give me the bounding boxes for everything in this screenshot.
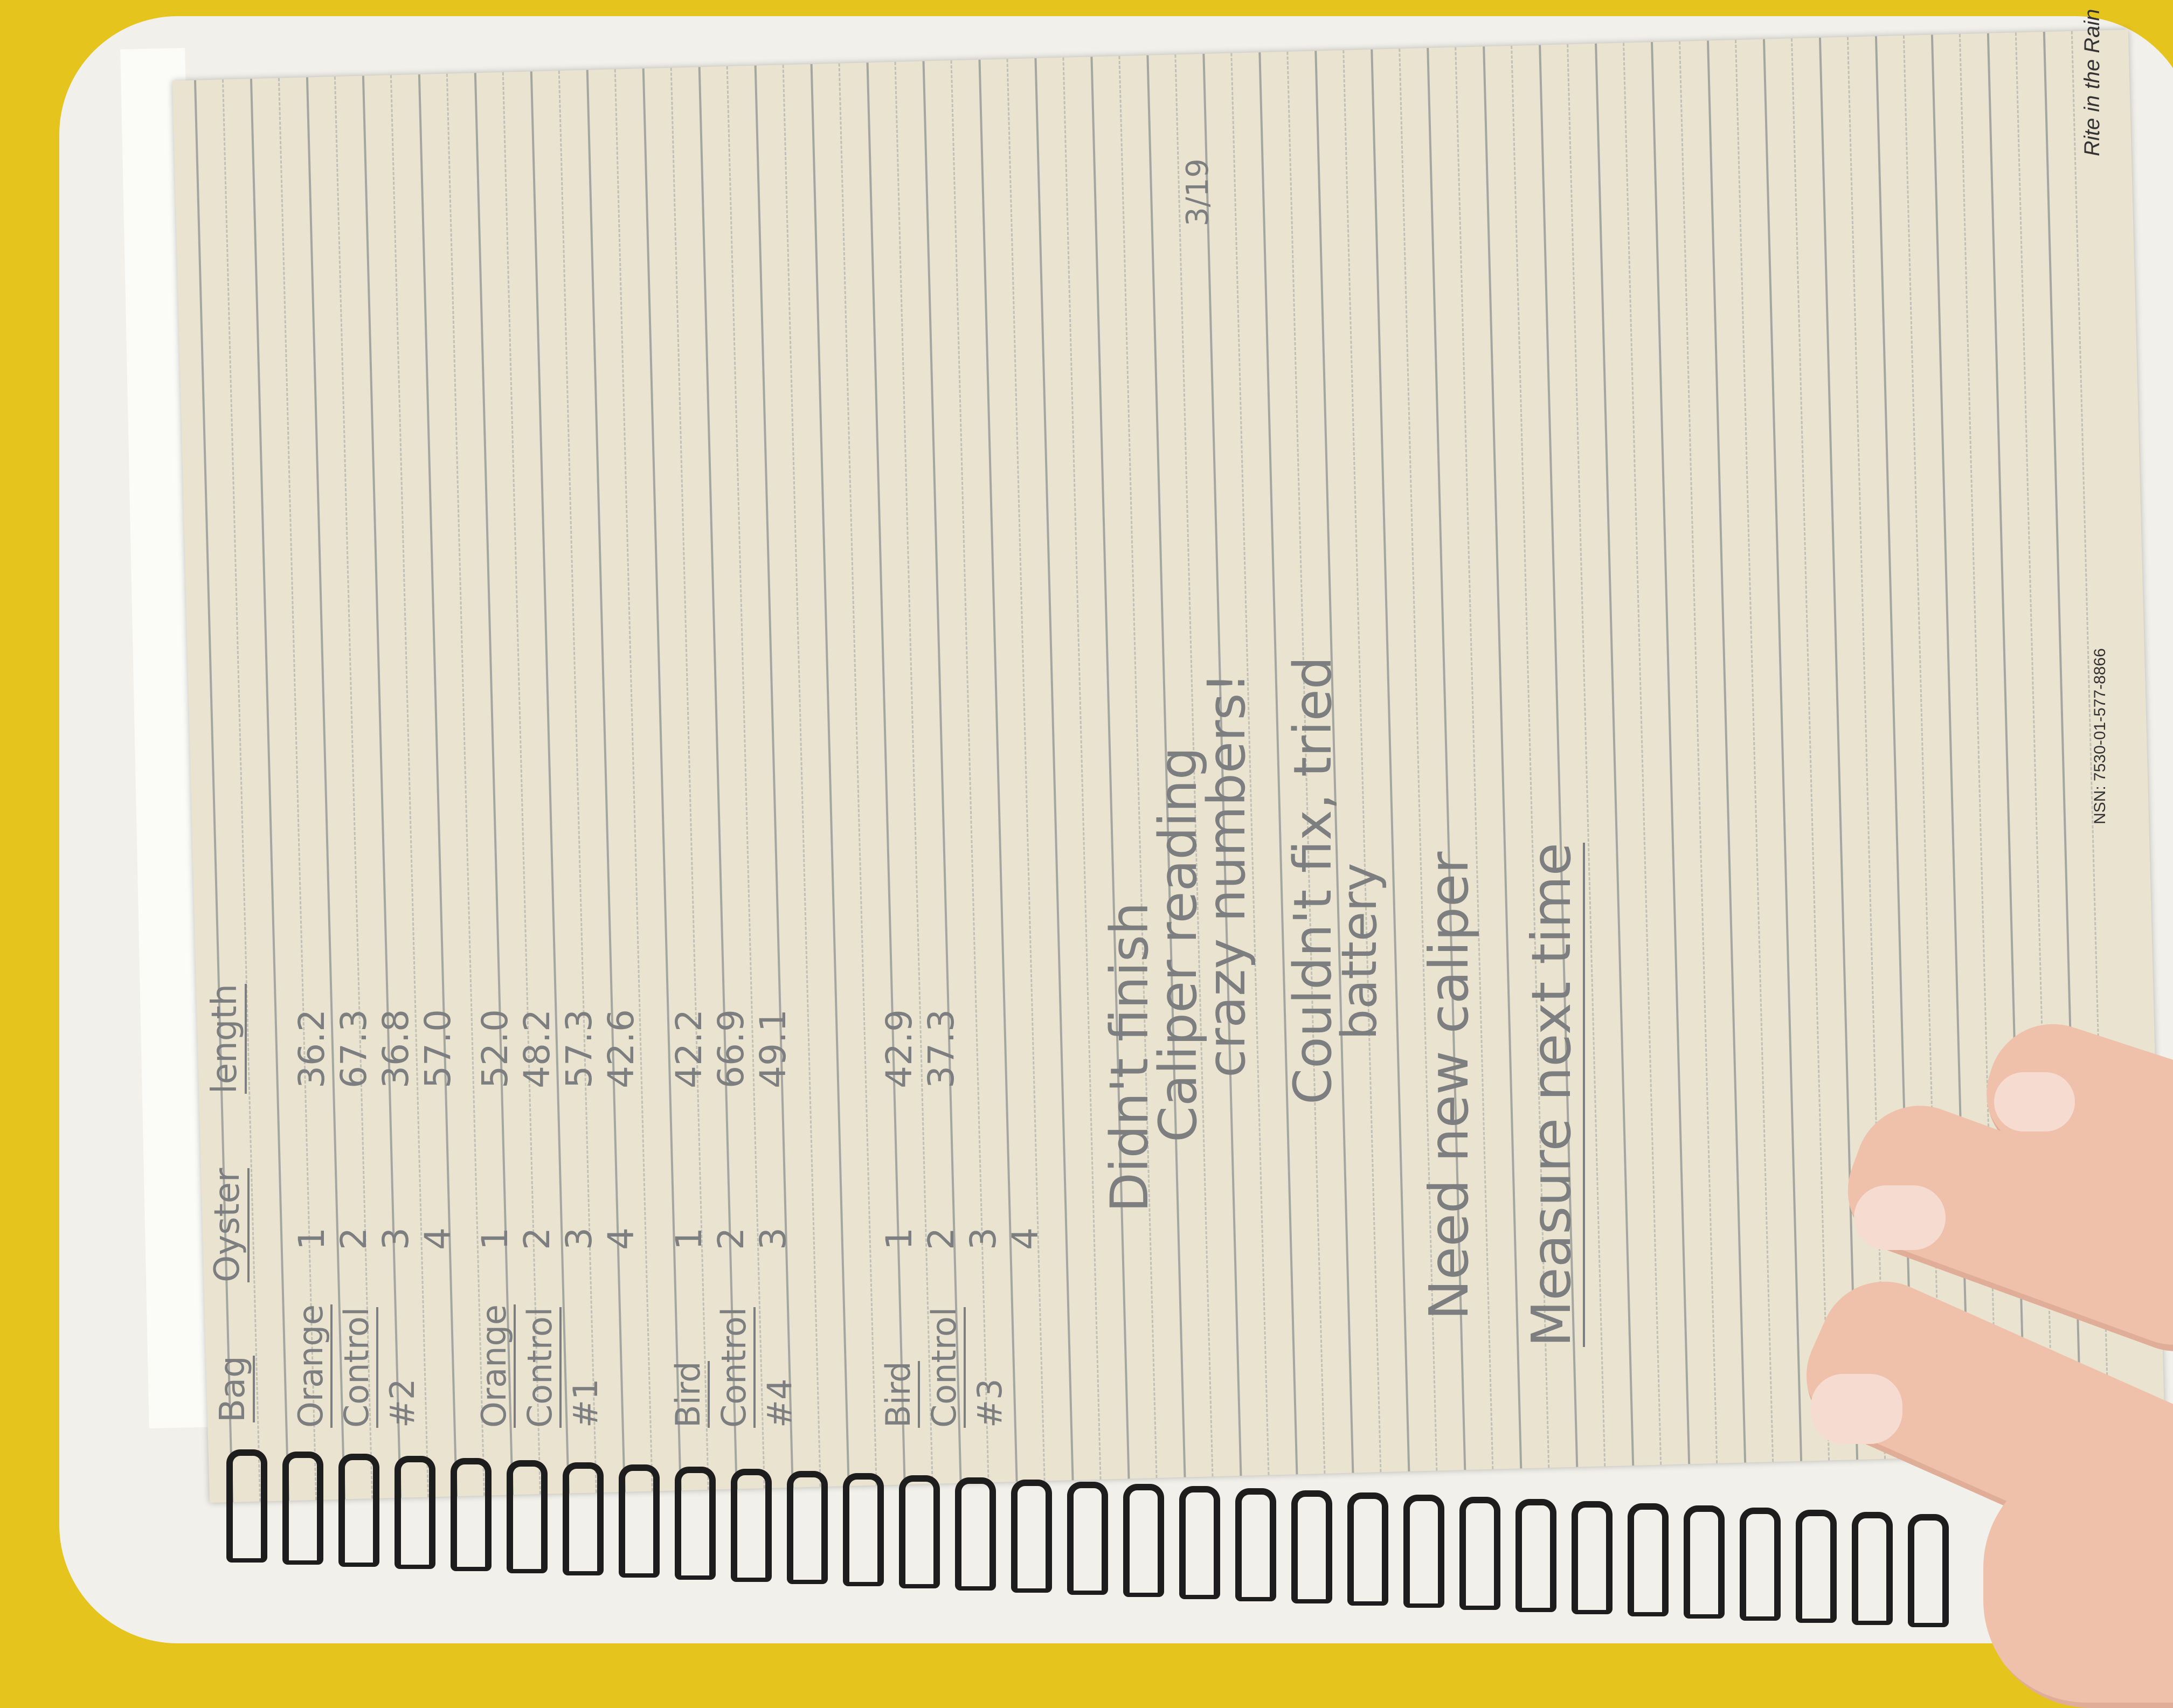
bag-label-line: #4: [760, 1378, 799, 1428]
bag-label-line: Orange: [474, 1304, 516, 1428]
oyster-number: 4: [600, 1227, 642, 1250]
oyster-number: 1: [878, 1227, 920, 1250]
length-value: 37.3: [921, 1009, 962, 1088]
dotted-line: [726, 66, 765, 1488]
spiral-binding: [226, 1449, 1973, 1563]
length-value: 57.3: [558, 1009, 600, 1088]
date-text: 3/19: [1180, 158, 1215, 226]
fingernail-3: [1811, 1374, 1902, 1444]
binding-ring: [338, 1454, 379, 1567]
bag-label-line: Bird: [668, 1361, 710, 1428]
oyster-number: 2: [710, 1227, 752, 1250]
binding-ring: [1515, 1499, 1556, 1612]
dotted-line: [951, 60, 989, 1482]
binding-ring: [395, 1456, 435, 1569]
binding-ring: [675, 1467, 716, 1580]
dotted-line: [1679, 41, 1718, 1463]
length-value: 49.1: [752, 1009, 794, 1088]
length-value: 42.6: [600, 1009, 642, 1088]
length-value: 48.2: [516, 1009, 558, 1088]
header-bag: Bag: [213, 1356, 255, 1422]
note-line-6: Need new caliper: [1417, 851, 1480, 1320]
length-value: 42.9: [878, 1009, 920, 1088]
dotted-line: [446, 74, 485, 1496]
dotted-line: [390, 75, 429, 1497]
binding-ring: [1684, 1505, 1725, 1619]
dotted-line: [895, 62, 933, 1484]
binding-ring: [1291, 1490, 1332, 1603]
bag-label-line: #3: [970, 1378, 1009, 1428]
binding-ring: [1628, 1503, 1669, 1616]
length-value: 36.8: [375, 1009, 417, 1088]
dotted-line: [1006, 59, 1045, 1481]
binding-ring: [1459, 1497, 1500, 1610]
length-value: 52.0: [474, 1009, 516, 1088]
dotted-line: [502, 72, 541, 1494]
header-oyster: Oyster: [207, 1168, 250, 1282]
fingernail-1: [1994, 1072, 2075, 1131]
binding-ring: [1235, 1488, 1276, 1601]
binding-ring: [563, 1462, 604, 1575]
dotted-line: [222, 80, 261, 1502]
nsn-print: NSN: 7530-01-577-8866: [2091, 648, 2109, 824]
note-line-1: Didn't finish: [1099, 902, 1160, 1212]
binding-ring: [1572, 1501, 1613, 1614]
bag-label-line: Control: [924, 1307, 966, 1428]
binding-ring: [507, 1460, 548, 1573]
bag-label-line: Orange: [291, 1304, 333, 1428]
dotted-line: [1342, 50, 1381, 1472]
dotted-line: [1623, 43, 1662, 1464]
binding-ring: [1011, 1480, 1052, 1593]
dotted-line: [558, 71, 597, 1492]
length-value: 42.2: [668, 1009, 710, 1088]
oyster-number: 2: [333, 1227, 375, 1250]
binding-ring: [282, 1452, 323, 1565]
bag-label-line: Control: [714, 1307, 756, 1428]
oyster-number: 1: [474, 1227, 516, 1250]
dotted-line: [614, 69, 653, 1491]
dotted-line: [670, 68, 709, 1490]
dotted-line: [278, 78, 317, 1500]
oyster-number: 3: [558, 1227, 600, 1250]
dotted-line: [334, 77, 373, 1498]
binding-ring: [619, 1464, 660, 1578]
bag-label-line: #2: [383, 1378, 422, 1428]
binding-ring: [1403, 1495, 1444, 1608]
palm: [1983, 1460, 2173, 1708]
brand-print: Rite in the Rain: [2080, 9, 2104, 156]
bag-label-line: Control: [520, 1307, 562, 1428]
binding-ring: [731, 1469, 772, 1582]
header-length: length: [205, 984, 247, 1094]
binding-ring: [955, 1477, 996, 1591]
dotted-line: [839, 64, 877, 1485]
oyster-number: 2: [921, 1227, 962, 1250]
fingernail-2: [1854, 1185, 1946, 1250]
note-line-4: Couldn't fix, tried: [1283, 656, 1343, 1105]
binding-ring: [843, 1473, 884, 1586]
oyster-number: 4: [417, 1227, 459, 1250]
note-line-7: Measure next time: [1520, 843, 1585, 1347]
binding-ring: [1067, 1482, 1108, 1595]
length-value: 57.0: [417, 1009, 459, 1088]
binding-ring: [1179, 1486, 1220, 1599]
oyster-number: 1: [291, 1227, 333, 1250]
bag-label-line: Bird: [878, 1361, 920, 1428]
binding-ring: [451, 1458, 492, 1571]
bag-label-line: #1: [566, 1378, 605, 1428]
note-line-5: battery: [1331, 863, 1388, 1040]
binding-ring: [787, 1471, 828, 1584]
bag-label-line: Control: [337, 1307, 378, 1428]
binding-ring: [1123, 1484, 1164, 1597]
oyster-number: 2: [516, 1227, 558, 1250]
length-value: 36.2: [291, 1009, 333, 1088]
oyster-number: 4: [1005, 1227, 1046, 1250]
length-value: 67.3: [333, 1009, 375, 1088]
binding-ring: [899, 1475, 940, 1588]
oyster-number: 3: [752, 1227, 794, 1250]
note-line-3: crazy numbers!: [1196, 672, 1257, 1078]
oyster-number: 1: [668, 1227, 710, 1250]
binding-ring: [1347, 1492, 1388, 1606]
length-value: 66.9: [710, 1009, 752, 1088]
binding-ring: [226, 1449, 267, 1563]
hand: [1757, 1051, 2173, 1697]
oyster-number: 3: [375, 1227, 417, 1250]
dotted-line: [783, 65, 821, 1487]
oyster-number: 3: [963, 1227, 1004, 1250]
note-line-2: Caliper reading: [1148, 747, 1208, 1142]
dotted-line: [1062, 58, 1101, 1480]
